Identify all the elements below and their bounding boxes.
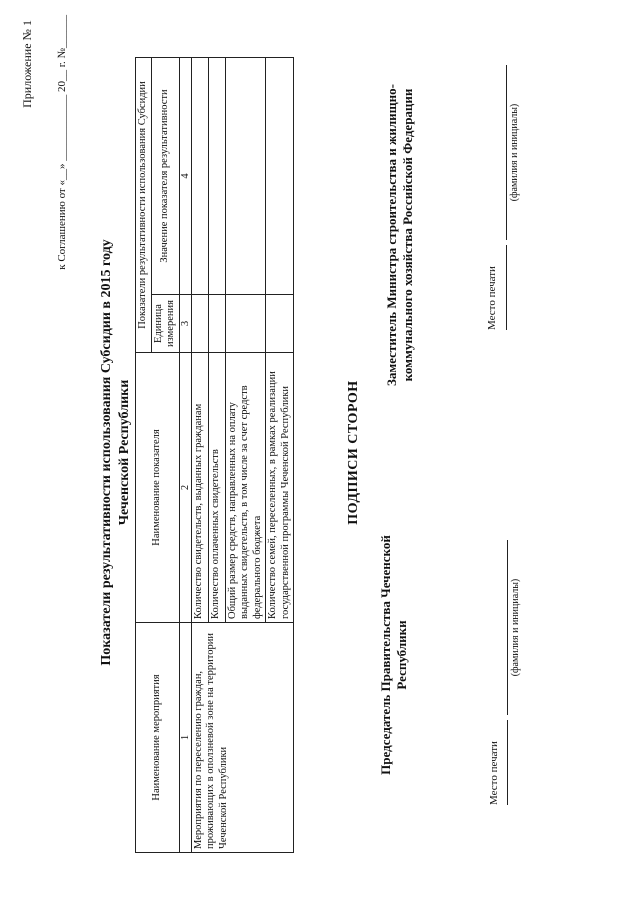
unit-cell [191, 295, 208, 353]
results-table [135, 57, 294, 853]
event-cell: Мероприятия по переселению граждан, проживающих в оползневой зоне на территории Чеченской Республики [191, 623, 294, 853]
indicator-cell: Количество семей, переселенных, в рамках реализации государственной программы Чеченской Республики [266, 353, 294, 623]
column-number: 3 [179, 295, 191, 353]
value-cell [266, 58, 294, 295]
agreement-reference: к Соглашению от «__» ____________ 20__ г. №______ [56, 15, 68, 270]
left-stamp-line [507, 720, 508, 805]
right-stamp-line [506, 245, 507, 330]
document-title [98, 0, 134, 905]
col-header-indicator-name: Наименование показателя [136, 353, 180, 623]
col-header-group: Показатели результативности использования Субсидии [136, 58, 152, 353]
left-name-line [507, 540, 508, 715]
value-cell [225, 58, 266, 295]
indicator-cell: Общий размер средств, направленных на оплату выданных свидетельств, в том числе за счет средств федерального бюджета [225, 353, 266, 623]
left-name-hint: (фамилия и инициалы) [510, 578, 521, 677]
title-line-1: Показатели результативности использования Субсидии в 2015 году [99, 239, 114, 666]
col-header-value: Значение показателя результативности [151, 58, 179, 295]
value-cell [191, 58, 208, 295]
unit-cell [225, 295, 266, 353]
unit-cell [208, 295, 225, 353]
column-number: 1 [179, 623, 191, 853]
signatures-title: ПОДПИСИ СТОРОН [346, 380, 361, 525]
col-header-unit: Единица измерения [151, 295, 179, 353]
table-header-row [136, 58, 152, 853]
right-signatory-title: Заместитель Министра строительства и жилищно-коммунального хозяйства Российской Федерации [384, 84, 415, 386]
col-header-event-name: Наименование мероприятия [136, 623, 180, 853]
right-name-line [506, 65, 507, 240]
indicator-cell: Количество оплаченных свидетельств [208, 353, 225, 623]
left-signatory-title: Председатель Правительства Чеченской Республики [378, 535, 409, 775]
indicator-cell: Количество свидетельств, выданных гражданам [191, 353, 208, 623]
right-name-hint: (фамилия и инициалы) [509, 103, 520, 202]
left-stamp-place: Место печати [488, 741, 500, 805]
table-row [191, 58, 208, 853]
title-line-2: Чеченской Республики [117, 379, 132, 526]
column-number: 2 [179, 353, 191, 623]
column-number: 4 [179, 58, 191, 295]
column-number-row [179, 58, 191, 853]
value-cell [208, 58, 225, 295]
appendix-label: Приложение № 1 [20, 20, 34, 108]
unit-cell [266, 295, 294, 353]
right-stamp-place: Место печати [486, 266, 498, 330]
